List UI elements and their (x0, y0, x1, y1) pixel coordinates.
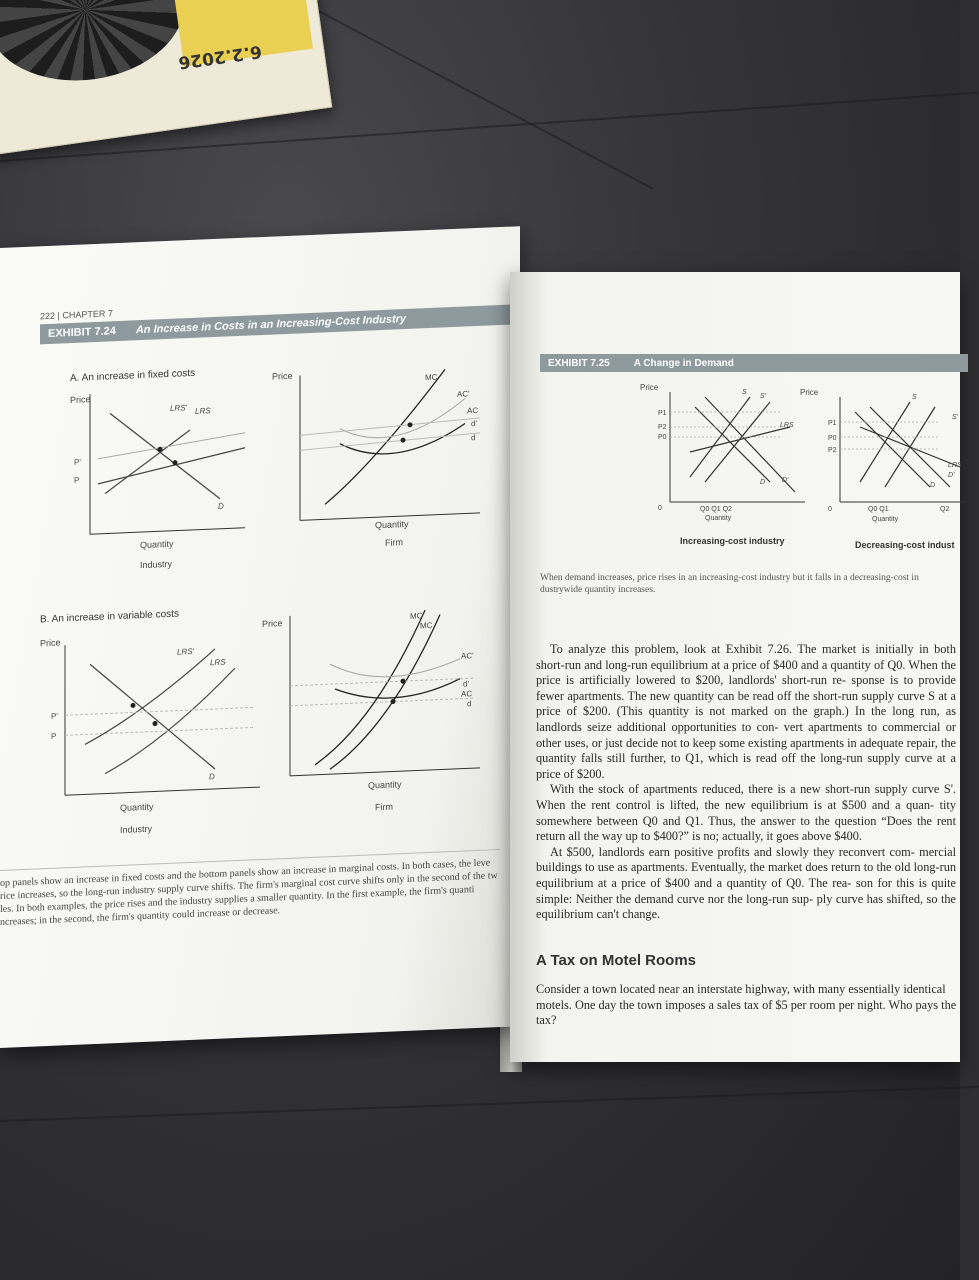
curve-label: MC (420, 620, 433, 631)
price-label: P' (51, 711, 58, 721)
panel-a-firm-ylabel: Price (272, 370, 293, 382)
increasing-cost-caption: Increasing-cost industry (680, 536, 785, 546)
price-label: P (74, 475, 80, 485)
panel-a-firm-caption: Firm (385, 537, 403, 548)
magazine-fan-image (0, 0, 194, 93)
paragraph: With the stock of apartments reduced, there is a new short-run supply curve S'. When the rent control is lifted, the new equilibrium is at $500 and a quan- tity somewhere between Q0 and Q1. Thus, the answer to the question “Does the rent return all the way up to $400?” is no; actually, it goes above $400. (536, 782, 956, 844)
curve-label: D (209, 772, 215, 782)
exhibit-7-24-caption: op panels show an increase in fixed costs and the bottom panels show an increase in marginal costs. In both cases, the leve rice increases, so the long-run industry supply curve shifts. The firm's marginal cost curve shifts only in the second of the tw les. In both examples, the price rises and the industry supplies a smaller quantity. In the first example, the firm's quanti ncreases; in the second, the firm's quantity could increase or decrease. (0, 849, 500, 929)
curve-label: AC (461, 689, 473, 699)
graph-xlabel: Quantity (872, 516, 899, 523)
panel-b-industry-graph (45, 627, 265, 816)
curve-label: MC' (410, 611, 424, 621)
panel-b-firm-graph (275, 608, 485, 797)
exhibit-number: EXHIBIT 7.24 (48, 325, 116, 340)
price-label: P0 (828, 435, 837, 442)
price-label: P (51, 731, 57, 741)
quantity-label: Q2 (940, 506, 950, 513)
price-label: P0 (658, 434, 667, 441)
paragraph: At $500, landlords earn positive profits and slowly they reconvert com- mercial buildings to use as apartments. Eventually, the market does return to the old long-run equilibrium at a price of $400 and a quantity of Q0. The rea- son for this is quite simple: Neither the demand curve nor the long-run sup- ply curve has shifted, so the equilibrium can't change. (536, 844, 956, 922)
paragraph: To analyze this problem, look at Exhibit 7.26. The market is initially in both short-run and long-run equilibrium at a price of $400 and a quantity of Q0. When the price is artificially lowered to $200, landlords' short-run re- sponse is to provide fewer apartments. The new quantity can be read off the short-run supply curve S at a price of $200. (This quantity is not marked on the graph.) In the long run, as landlords seize additional opportunities to con- vert apartments to commercial or other uses, or just decide not to keep some existing apartments in adequate repair, the quantity falls still further, to Q1, which is read off the long-run supply curve at a price of $200. (536, 642, 956, 781)
price-label: P2 (828, 447, 837, 454)
panel-a-industry-xlabel: Quantity (140, 538, 174, 551)
curve-label: LRS (210, 657, 226, 668)
panel-b-firm-xlabel: Quantity (368, 779, 402, 791)
curve-label: S (742, 389, 747, 396)
curve-label: LRS (948, 462, 962, 469)
curve-label: LRS' (170, 403, 188, 413)
exhibit-bar (540, 354, 968, 372)
exhibit-title: An Increase in Costs in an Increasing-Cost Industry (135, 312, 407, 337)
running-head: 222 | CHAPTER 7 (40, 308, 113, 322)
panel-b-title: B. An increase in variable costs (40, 608, 179, 626)
exhibit-7-25-caption: When demand increases, price rises in an increasing-cost industry but it falls in a decreasing-cost in dustrywide quantity increases. (540, 573, 919, 595)
quantity-labels: Q0 Q1 Q2 (700, 506, 732, 513)
price-label: P2 (658, 424, 667, 431)
panel-a-industry-ylabel: Price (70, 394, 91, 406)
graph-xlabel: Quantity (705, 515, 732, 522)
right-page (510, 272, 960, 1062)
panel-a-firm-graph (285, 368, 485, 536)
curve-label: LRS' (177, 646, 195, 657)
price-label: P1 (828, 420, 837, 427)
curve-label: d' (463, 679, 469, 689)
exhibit-title: A Change in Demand (633, 357, 734, 369)
curve-label: AC' (457, 389, 470, 399)
origin-label: 0 (658, 505, 662, 512)
curve-label: LRS (780, 422, 794, 429)
curve-label: S' (952, 414, 959, 421)
price-label: P1 (658, 410, 667, 417)
curve-label: AC (467, 405, 479, 416)
panel-a-title: A. An increase in fixed costs (70, 367, 196, 385)
curve-label: d (467, 699, 472, 709)
decreasing-cost-graph (800, 387, 965, 527)
quantity-labels: Q0 Q1 (868, 506, 889, 513)
curve-label: D' (948, 472, 955, 479)
curve-label: AC' (461, 651, 474, 661)
curve-label: D (217, 501, 224, 511)
curve-label: S (912, 394, 917, 401)
magazine-date: 6.2.2026 (177, 40, 264, 73)
graph-ylabel: Price (640, 383, 659, 392)
section-heading: A Tax on Motel Rooms (536, 952, 697, 969)
panel-a-firm-xlabel: Quantity (375, 518, 409, 531)
panel-a-industry-caption: Industry (140, 558, 173, 571)
curve-label: D (760, 479, 766, 486)
panel-b-firm-ylabel: Price (262, 618, 283, 630)
curve-label: D (930, 482, 936, 489)
curve-label: D' (782, 477, 789, 484)
section-text: Consider a town located near an interstate highway, with many essentially identical motels. One day the town imposes a sales tax of $5 per room per night. Who pays the tax? (536, 982, 957, 1028)
curve-label: d (471, 433, 476, 443)
panel-b-firm-caption: Firm (375, 801, 393, 813)
panel-b-industry-ylabel: Price (40, 637, 61, 649)
curve-label: MC (425, 372, 438, 383)
increasing-cost-graph (630, 382, 810, 522)
curve-label: S' (760, 393, 767, 400)
curve-label: LRS (195, 406, 211, 416)
body-text (536, 642, 956, 923)
decreasing-cost-caption: Decreasing-cost indust (855, 540, 955, 550)
left-page (0, 226, 520, 1048)
curve-label: d' (471, 419, 477, 429)
origin-label: 0 (828, 506, 832, 513)
panel-b-industry-xlabel: Quantity (120, 801, 154, 813)
exhibit-number: EXHIBIT 7.25 (548, 357, 610, 369)
graph-ylabel: Price (800, 388, 819, 397)
panel-b-industry-caption: Industry (120, 823, 153, 835)
price-label: P' (74, 457, 81, 467)
panel-a-industry-graph (70, 388, 250, 556)
